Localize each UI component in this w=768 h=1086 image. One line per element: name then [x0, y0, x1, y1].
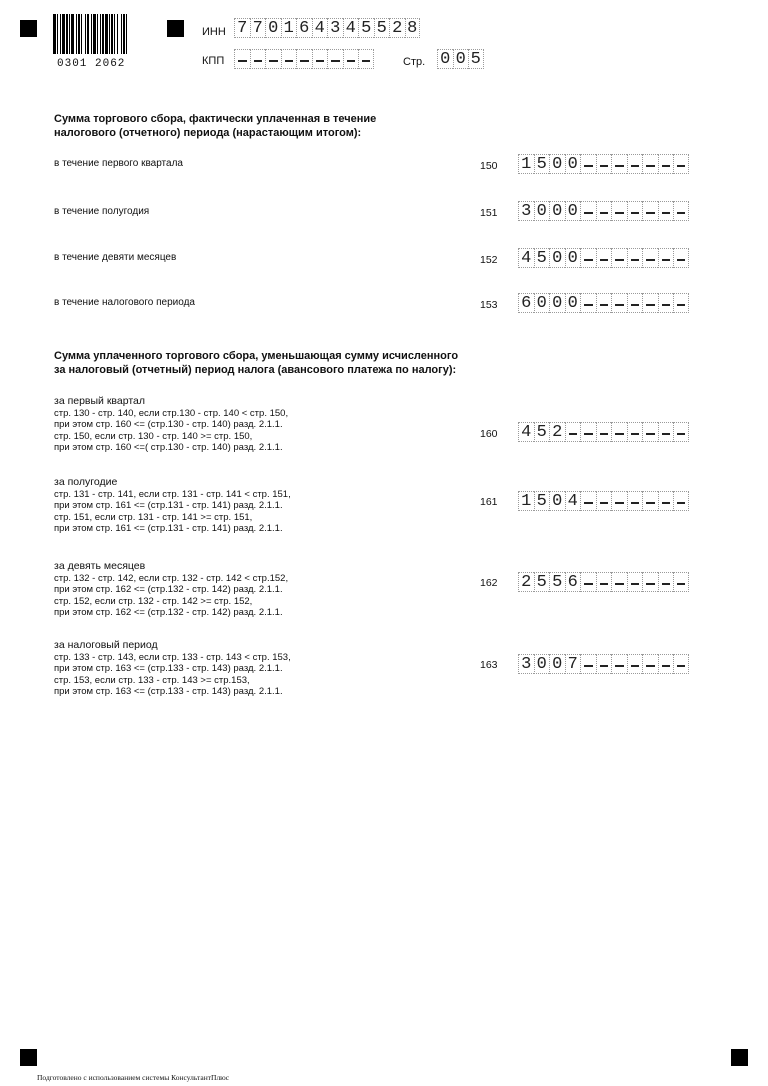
form-cell: 0	[534, 654, 550, 674]
form-cell	[580, 248, 596, 268]
form-cell: 2	[518, 572, 534, 592]
form-cell: 5	[534, 491, 550, 511]
form-cell	[580, 293, 596, 313]
form-cell	[580, 422, 596, 442]
form-cell	[627, 422, 643, 442]
row-151-code: 151	[480, 207, 498, 219]
form-cell	[658, 491, 674, 511]
form-cell	[627, 293, 643, 313]
kpp-field[interactable]	[234, 49, 374, 69]
form-cell	[642, 422, 658, 442]
barcode-number: 0301 2062	[57, 58, 126, 70]
row-152-field[interactable]	[518, 248, 689, 268]
form-cell: 2	[549, 422, 565, 442]
row-160-field[interactable]	[518, 422, 689, 442]
form-cell	[658, 654, 674, 674]
form-cell: 5	[358, 18, 374, 38]
form-cell	[627, 201, 643, 221]
row-161-code: 161	[480, 496, 498, 508]
form-cell	[642, 293, 658, 313]
row-151-label: в течение полугодия	[54, 206, 150, 217]
form-cell: 7	[565, 654, 581, 674]
form-cell: 5	[549, 572, 565, 592]
form-cell: 4	[312, 18, 328, 38]
form-cell	[265, 49, 281, 69]
form-cell: 3	[327, 18, 343, 38]
row-150-field[interactable]	[518, 154, 689, 174]
form-cell: 0	[549, 293, 565, 313]
form-cell	[627, 491, 643, 511]
row-150-label: в течение первого квартала	[54, 158, 183, 169]
form-cell: 0	[549, 154, 565, 174]
form-cell: 1	[281, 18, 297, 38]
form-cell	[596, 422, 612, 442]
corner-marker-top-left	[20, 20, 37, 37]
row-152-label: в течение девяти месяцев	[54, 252, 177, 263]
form-cell: 5	[534, 154, 550, 174]
row-153-field[interactable]	[518, 293, 689, 313]
form-cell	[673, 293, 689, 313]
form-cell	[642, 654, 658, 674]
form-cell: 5	[468, 49, 484, 69]
corner-marker-bottom-right	[731, 1049, 748, 1066]
form-cell	[596, 491, 612, 511]
form-cell: 2	[389, 18, 405, 38]
form-cell	[327, 49, 343, 69]
form-cell	[673, 201, 689, 221]
row-162-description: за девять месяцев стр. 132 - стр. 142, если стр. 132 - стр. 142 < стр.152, при этом стр. 162 <= (стр.132 - стр. 142) разд. 2.1.1. стр. 152, если стр. 132 - стр. 142 >= стр. 152, при этом стр. 162 <= (стр.132 - стр. 142) разд. 2.1.1.	[54, 560, 289, 618]
form-cell	[642, 491, 658, 511]
form-cell	[611, 491, 627, 511]
form-cell	[565, 422, 581, 442]
row-160-description: за первый квартал стр. 130 - стр. 140, если стр.130 - стр. 140 < стр. 150, при этом стр. 160 <= (стр.130 - стр. 140) разд. 2.1.1. стр. 150, если стр. 130 - стр. 140 >= стр. 150, при этом стр. 160 <=( стр.130 - стр. 140) разд. 2.1.1.	[54, 395, 289, 453]
page-number-field[interactable]	[437, 49, 484, 69]
form-cell	[642, 154, 658, 174]
row-151-field[interactable]	[518, 201, 689, 221]
form-cell: 5	[534, 422, 550, 442]
form-cell	[658, 572, 674, 592]
form-cell: 4	[343, 18, 359, 38]
form-cell	[658, 248, 674, 268]
form-cell	[673, 491, 689, 511]
form-cell	[611, 154, 627, 174]
row-161-field[interactable]	[518, 491, 689, 511]
form-cell	[596, 201, 612, 221]
form-cell	[673, 654, 689, 674]
form-cell	[642, 201, 658, 221]
form-cell	[611, 654, 627, 674]
form-cell: 6	[518, 293, 534, 313]
form-cell	[580, 201, 596, 221]
form-cell	[250, 49, 266, 69]
form-cell: 5	[374, 18, 390, 38]
row-163-code: 163	[480, 659, 498, 671]
form-cell	[611, 248, 627, 268]
form-cell	[596, 572, 612, 592]
form-cell	[642, 572, 658, 592]
form-cell: 0	[534, 293, 550, 313]
form-cell	[673, 572, 689, 592]
form-cell	[596, 293, 612, 313]
form-cell	[611, 572, 627, 592]
form-cell: 0	[453, 49, 469, 69]
row-150-code: 150	[480, 160, 498, 172]
corner-marker-bottom-left	[20, 1049, 37, 1066]
form-cell: 0	[437, 49, 453, 69]
form-cell: 0	[565, 154, 581, 174]
form-cell	[580, 491, 596, 511]
form-cell	[658, 422, 674, 442]
row-163-field[interactable]	[518, 654, 689, 674]
form-cell	[627, 248, 643, 268]
row-152-code: 152	[480, 254, 498, 266]
form-cell	[358, 49, 374, 69]
form-cell	[296, 49, 312, 69]
form-cell	[281, 49, 297, 69]
form-cell	[611, 293, 627, 313]
form-cell: 8	[405, 18, 421, 38]
barcode	[53, 14, 151, 54]
form-cell: 1	[518, 491, 534, 511]
kpp-label: КПП	[202, 55, 225, 67]
form-cell: 0	[565, 248, 581, 268]
form-cell	[580, 572, 596, 592]
form-cell	[580, 154, 596, 174]
row-162-code: 162	[480, 577, 498, 589]
form-cell: 0	[549, 491, 565, 511]
form-cell: 0	[534, 201, 550, 221]
form-cell	[658, 201, 674, 221]
form-cell	[343, 49, 359, 69]
inn-field[interactable]	[234, 18, 420, 38]
row-163-description: за налоговый период стр. 133 - стр. 143, если стр. 133 - стр. 143 < стр. 153, при этом стр. 163 <= (стр.133 - стр. 143) разд. 2.1.1. стр. 153, если стр. 133 - стр. 143 >= стр.153, при этом стр. 163 <= (стр.133 - стр. 143) разд. 2.1.1.	[54, 639, 291, 697]
form-cell: 7	[234, 18, 250, 38]
form-cell: 0	[549, 654, 565, 674]
form-cell: 0	[565, 201, 581, 221]
form-cell	[596, 654, 612, 674]
form-cell	[596, 154, 612, 174]
form-cell: 5	[534, 248, 550, 268]
inn-label: ИНН	[202, 26, 226, 38]
corner-marker-top-right	[167, 20, 184, 37]
form-cell: 4	[565, 491, 581, 511]
form-cell	[312, 49, 328, 69]
form-cell: 4	[518, 422, 534, 442]
section1-title: Сумма торгового сбора, фактически уплаченная в течение налогового (отчетного) периода (нарастающим итогом):	[54, 113, 377, 139]
form-cell: 6	[296, 18, 312, 38]
form-cell	[580, 654, 596, 674]
form-cell: 3	[518, 654, 534, 674]
form-cell: 1	[518, 154, 534, 174]
form-cell: 4	[518, 248, 534, 268]
form-cell	[673, 154, 689, 174]
row-161-description: за полугодие стр. 131 - стр. 141, если стр. 131 - стр. 141 < стр. 151, при этом стр. 161 <= (стр.131 - стр. 141) разд. 2.1.1. стр. 151, если стр. 131 - стр. 141 >= стр. 151, при этом стр. 161 <= (стр.131 - стр. 141) разд. 2.1.1.	[54, 476, 291, 534]
form-cell: 5	[534, 572, 550, 592]
form-cell: 7	[250, 18, 266, 38]
form-cell	[673, 422, 689, 442]
form-cell: 0	[265, 18, 281, 38]
form-cell	[611, 422, 627, 442]
row-153-label: в течение налогового периода	[54, 297, 195, 308]
form-cell	[658, 293, 674, 313]
row-153-code: 153	[480, 299, 498, 311]
form-cell	[627, 654, 643, 674]
row-160-code: 160	[480, 428, 498, 440]
page-label: Стр.	[403, 56, 426, 68]
barcode-bar	[127, 14, 130, 54]
form-cell: 0	[549, 201, 565, 221]
section2-title: Сумма уплаченного торгового сбора, уменьшающая сумму исчисленного за налоговый (отчетный) период налога (авансового платежа по налогу):	[54, 350, 459, 376]
form-cell: 6	[565, 572, 581, 592]
form-cell	[611, 201, 627, 221]
form-cell	[627, 154, 643, 174]
form-cell	[234, 49, 250, 69]
form-cell	[642, 248, 658, 268]
form-cell	[673, 248, 689, 268]
form-cell	[596, 248, 612, 268]
form-cell	[658, 154, 674, 174]
form-cell: 0	[549, 248, 565, 268]
form-cell: 3	[518, 201, 534, 221]
row-162-field[interactable]	[518, 572, 689, 592]
form-cell	[627, 572, 643, 592]
footer-note: Подготовлено с использованием системы КонсультантПлюс	[37, 1073, 230, 1082]
form-cell: 0	[565, 293, 581, 313]
